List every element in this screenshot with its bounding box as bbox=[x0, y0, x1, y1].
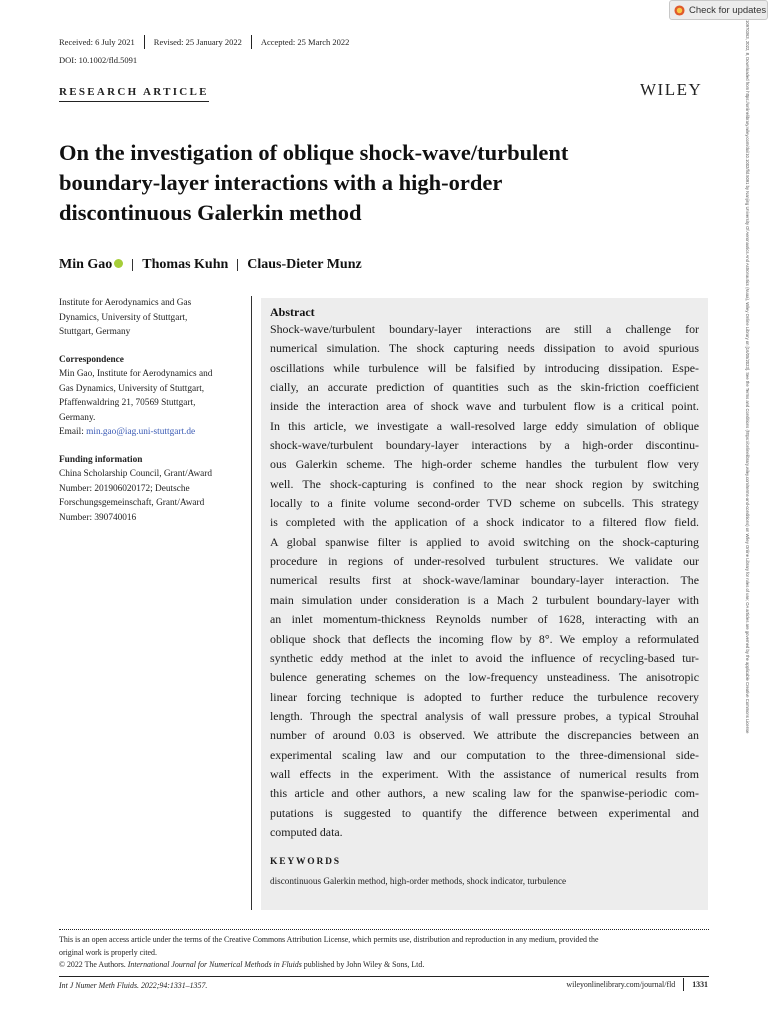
abstract-line: A global spanwise filter is applied to avoid switching on the shock-capturing bbox=[270, 534, 699, 549]
abstract-line: experimental scaling law and our computation to the three-dimensional side- bbox=[270, 747, 699, 762]
funding-line: China Scholarship Council, Grant/Award bbox=[59, 469, 213, 479]
license-line: This is an open access article under the terms of the Creative Commons Attribution License, which permits use, distribution and reproduction in any medium, provided the bbox=[59, 935, 599, 944]
abstract-text bbox=[270, 320, 699, 842]
affiliation-line: Stuttgart, Germany bbox=[59, 327, 131, 337]
keywords-text: discontinuous Galerkin method, high-order methods, shock indicator, turbulence bbox=[270, 876, 567, 887]
abstract-line: putations is suggested to quantify the difference between experimental and bbox=[270, 805, 699, 820]
page-number: 1331 bbox=[692, 980, 708, 989]
title-line: On the investigation of oblique shock-wave/turbulent bbox=[59, 140, 569, 165]
abstract-box bbox=[261, 298, 708, 910]
copyright-line bbox=[59, 959, 711, 972]
abstract-line: locally to a finite volume second-order TVD scheme on subcells. This strategy bbox=[270, 496, 699, 511]
abstract-line: oscillations while turbulence will be falsified by introducing dissipation. Espe- bbox=[270, 360, 699, 375]
affiliation-line: Dynamics, University of Stuttgart, bbox=[59, 312, 188, 323]
footer-rule bbox=[59, 976, 709, 977]
author-separator bbox=[237, 259, 238, 271]
footnote-divider bbox=[59, 929, 709, 930]
footer-separator bbox=[683, 978, 684, 991]
received-date: Received: 6 July 2021 bbox=[59, 37, 135, 47]
affiliation-line: Institute for Aerodynamics and Gas bbox=[59, 298, 192, 308]
column-divider bbox=[251, 296, 252, 910]
keywords-heading: KEYWORDS bbox=[270, 857, 341, 868]
abstract-line: an inlet momentum-thickness Reynolds number of 1628, interacting with an bbox=[270, 612, 699, 627]
funding-line: Forschungsgemeinschaft, Grant/Award bbox=[59, 498, 205, 508]
abstract-line: well. The shock-capturing is confined to the near shock region by switching bbox=[270, 476, 699, 491]
abstract-line: cially, an accurate prediction of quantities such as the skin-friction coefficient bbox=[270, 380, 699, 395]
correspondence-line: Gas Dynamics, University of Stuttgart, bbox=[59, 383, 205, 394]
footer-right bbox=[566, 978, 708, 991]
affiliation bbox=[59, 296, 244, 340]
abstract-line: numerical simulation. The shock capturing needs dissipation to avoid spurious bbox=[270, 341, 699, 356]
abstract-line: Shock-wave/turbulent boundary-layer interactions are still a challenge for bbox=[270, 322, 699, 336]
abstract-line: this article and other authors, a new scaling law for the spanwise-periodic com- bbox=[270, 786, 699, 801]
author-separator bbox=[132, 259, 133, 271]
article-dates bbox=[59, 35, 358, 49]
footer-citation bbox=[59, 981, 207, 990]
article-type: RESEARCH ARTICLE bbox=[59, 86, 209, 102]
correspondence-line: Pfaffenwaldring 21, 70569 Stuttgart, bbox=[59, 398, 196, 408]
publisher-logo: WILEY bbox=[640, 80, 703, 99]
title-line: discontinuous Galerkin method bbox=[59, 200, 362, 225]
check-for-updates-label: Check for updates bbox=[689, 4, 767, 16]
copyright-suffix: published by John Wiley & Sons, Ltd. bbox=[301, 960, 425, 969]
abstract-line: shock-wave/turbulent boundary-layer interactions by a high-order discontinu- bbox=[270, 438, 699, 453]
correspondence-email bbox=[59, 425, 244, 440]
abstract-line: computed data. bbox=[270, 824, 343, 839]
author-name[interactable]: Claus-Dieter Munz bbox=[247, 257, 362, 272]
funding-line: Number: 201906020172; Deutsche bbox=[59, 483, 190, 494]
copyright-prefix: © 2022 The Authors. bbox=[59, 960, 128, 969]
funding-heading: Funding information bbox=[59, 454, 143, 465]
correspondence-heading: Correspondence bbox=[59, 354, 124, 365]
author-name[interactable]: Min Gao bbox=[59, 257, 113, 272]
abstract-line: oblique shock that deflects the incoming flow by 8°. We employ a reformulated bbox=[270, 631, 699, 646]
accepted-date: Accepted: 25 March 2022 bbox=[251, 35, 359, 49]
abstract-line: bulence generating schemes on the low-frequency unsteadiness. The anisotropic bbox=[270, 670, 699, 685]
abstract-line: wall effects in the experiment. With the assistance of numerical results from bbox=[270, 766, 699, 781]
orcid-icon[interactable] bbox=[114, 259, 123, 268]
funding-line: Number: 390740016 bbox=[59, 512, 137, 523]
abstract-line: synthetic eddy method at the inlet to avoid the influence of recycling-based tur- bbox=[270, 650, 699, 665]
author-name[interactable]: Thomas Kuhn bbox=[142, 257, 229, 272]
correspondence-line: Min Gao, Institute for Aerodynamics and bbox=[59, 369, 213, 379]
abstract-line: ous Galerkin scheme. The high-order scheme handles the turbulent flow very bbox=[270, 457, 699, 472]
license-note bbox=[59, 934, 711, 972]
abstract-line: procedure in regions of under-resolved turbulent structures. We validate our bbox=[270, 554, 699, 569]
citation-text: Int J Numer Meth Fluids. 2022;94:1331–1357. bbox=[59, 981, 208, 990]
abstract-line: linear forcing technique is adopted to further reduce the turbulence recovery bbox=[270, 689, 699, 704]
abstract-line: inside the interaction area of shock wave and turbulent flow is a critical point. bbox=[270, 399, 699, 414]
paper-title bbox=[59, 138, 699, 228]
email-label: Email: bbox=[59, 427, 87, 437]
correspondence-line: Germany. bbox=[59, 412, 96, 423]
title-line: boundary-layer interactions with a high-order bbox=[59, 170, 503, 195]
check-updates-icon bbox=[674, 5, 685, 16]
abstract-line: number of around 0.03 is observed. We attribute the discrepancies between an bbox=[270, 728, 699, 743]
abstract-line: length. Through the spectral analysis of wall pressure probes, a typical Strouhal bbox=[270, 708, 699, 723]
journal-name: International Journal for Numerical Methods in Fluids bbox=[127, 960, 302, 969]
journal-url[interactable]: wileyonlinelibrary.com/journal/fld bbox=[566, 980, 676, 989]
abstract-line: main simulation under consideration is a Mach 2 turbulent boundary-layer with bbox=[270, 592, 699, 607]
license-line: original work is properly cited. bbox=[59, 947, 157, 957]
article-info-column bbox=[59, 296, 244, 525]
doi[interactable]: DOI: 10.1002/fld.5091 bbox=[59, 55, 138, 65]
abstract-line: numerical results first at shock-wave/laminar boundary-layer interaction. The bbox=[270, 573, 699, 588]
abstract-line: In this article, we investigate a wall-resolved large eddy simulation of oblique bbox=[270, 418, 699, 433]
abstract-heading: Abstract bbox=[270, 305, 315, 319]
side-download-note: 10970363, 2022, 8, Downloaded from https://onlinelibrary.wiley.com/doi/10.1002/fld.5091 by Nanjing University Of Aeronautics And Astronautics (Nuaa), Wiley Online Library on [16/05/2023]. See the Terms and Conditions (https://onlinelibrary.wiley.com/terms-and-conditions) on Wiley Online Library for rules of use; OA articles are governed by the applicable Creative Commons License bbox=[745, 20, 750, 734]
abstract-line: is completed with the application of a shock indicator to a filtered flow field. bbox=[270, 515, 699, 530]
revised-date: Revised: 25 January 2022 bbox=[144, 35, 251, 49]
email-link[interactable]: min.gao@iag.uni-stuttgart.de bbox=[86, 427, 196, 437]
author-list bbox=[59, 257, 362, 273]
check-for-updates-button[interactable] bbox=[669, 0, 768, 20]
